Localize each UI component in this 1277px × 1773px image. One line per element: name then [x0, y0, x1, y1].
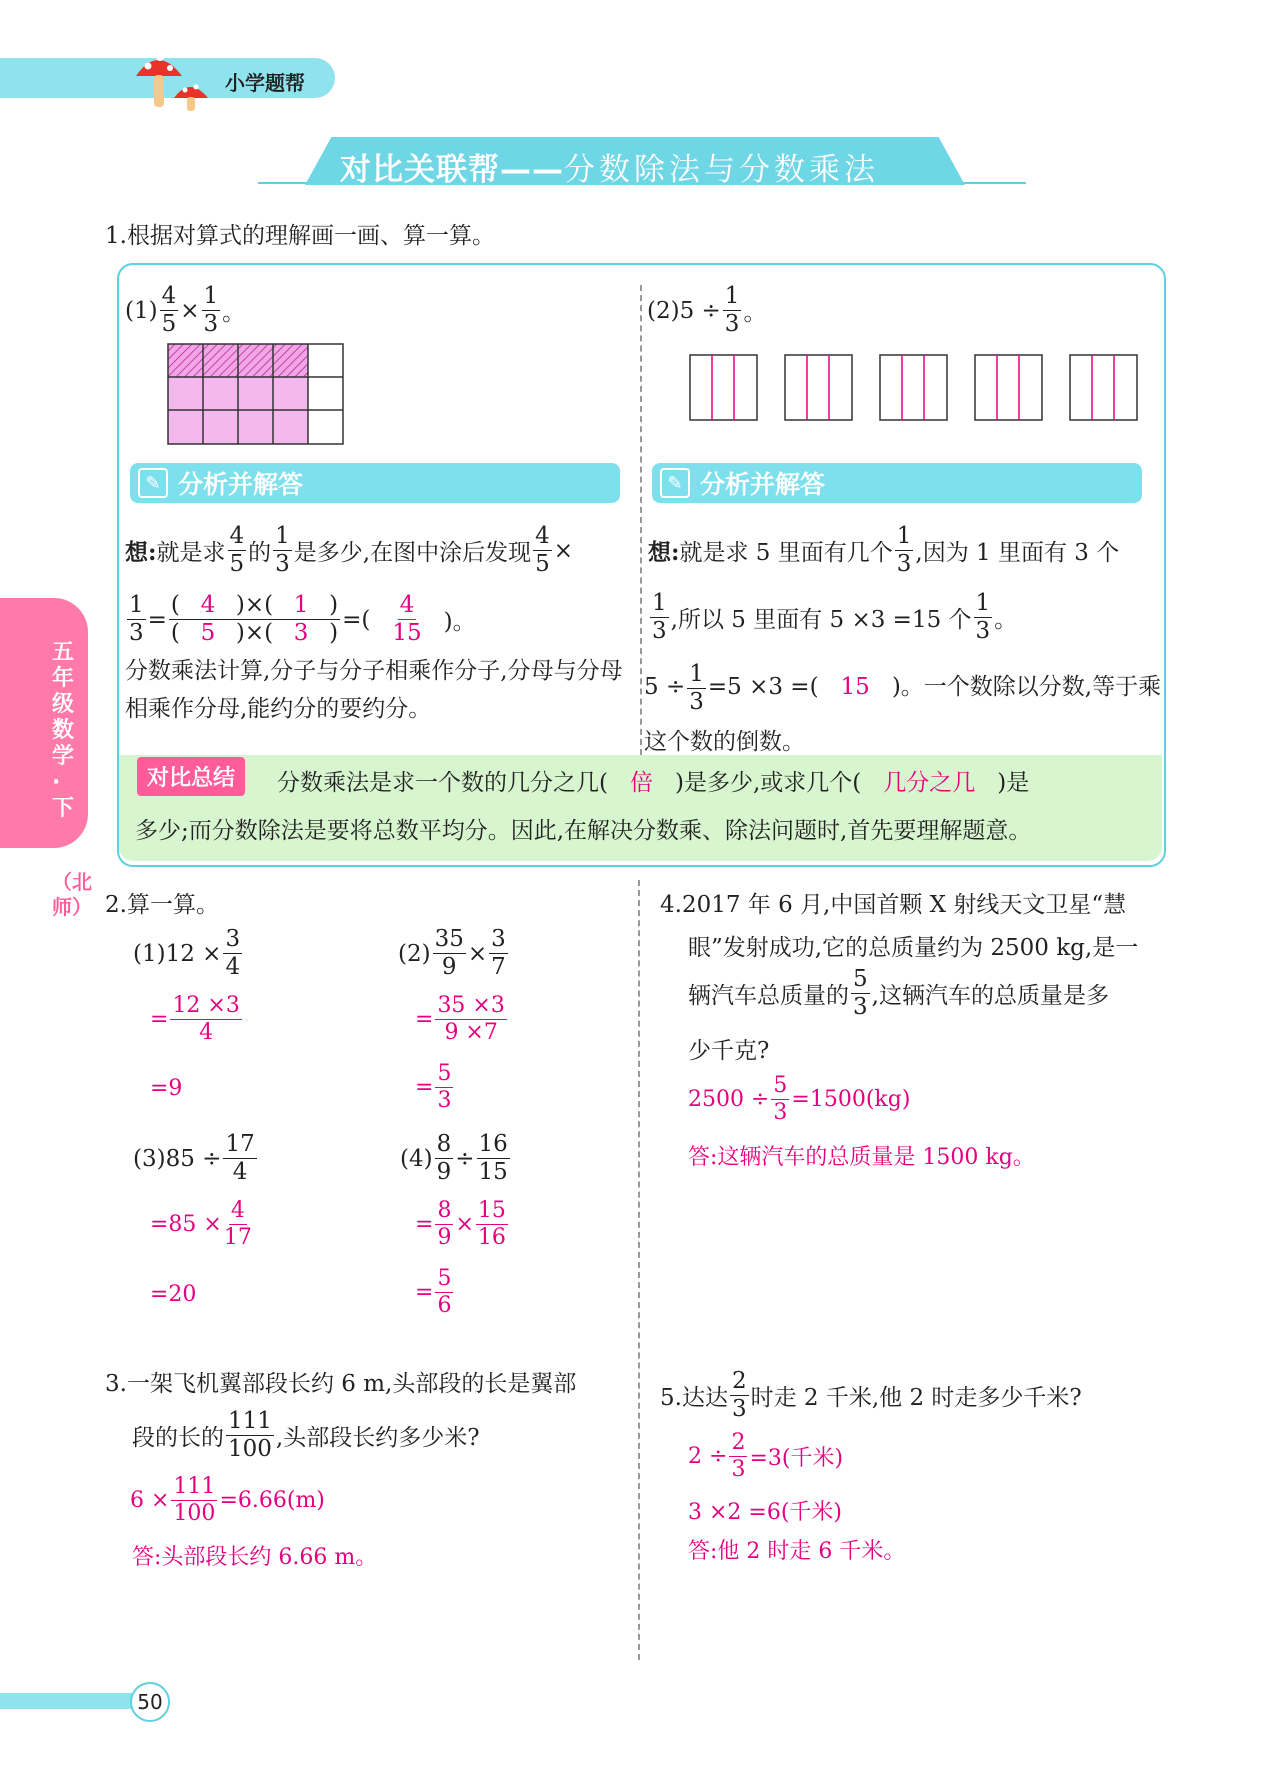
q1-divider: [640, 285, 642, 755]
pencil-icon: ✎: [138, 468, 168, 498]
q2-p1: (1)12 × $\frac{3}{4}$: [133, 926, 241, 980]
mushroom-icon: [130, 42, 220, 114]
q3-text2: 段的长的 $\frac{111}{100}$ ,头部段长约多少米?: [132, 1408, 480, 1462]
title-text: [340, 144, 879, 189]
q2-a2-result: = $\frac{5}{3}$: [415, 1061, 452, 1113]
q2-a1: = $\frac{12 \times 3}{4}$: [150, 993, 240, 1045]
pencil-icon: ✎: [660, 468, 690, 498]
analysis-bar-left: [130, 463, 620, 503]
q1-part2-label: (2)5 ÷: [647, 297, 721, 324]
q5-solution2: 3 ×2 =6(千米): [688, 1500, 843, 1525]
side-grade: 五年级数学·下: [52, 640, 75, 821]
q1-part2-expr: (2)5 ÷ $\frac{1}{3}$ 。: [647, 283, 767, 337]
q3-solution: 6 × $\frac{111}{100}$ =6.66(m): [130, 1474, 325, 1526]
grid-diagram: [167, 343, 347, 445]
q4-line1: 4.2017 年 6 月,中国首颗 X 射线天文卫星“慧: [660, 892, 1127, 918]
right-think-line2: $\frac{1}{3}$ ,所以 5 里面有 5 ×3 =15 个 $\frac{1}{3}$ 。: [652, 590, 1018, 644]
brand-text: 小学题帮: [225, 71, 305, 95]
left-think-line1: 想: 就是求 $\frac{4}{5}$ 的 $\frac{1}{3}$ 是多少,在图中涂后发现 $\frac{4}{5}$ ×: [125, 523, 574, 577]
analysis-bar-right: [652, 463, 1142, 503]
q1-prompt: 1.根据对算式的理解画一画、算一算。: [105, 223, 495, 249]
summary-line2: 多少;而分数除法是要将总数平均分。因此,在解决分数乘、除法问题时,首先要理解题意。: [135, 818, 1032, 844]
q3-text1: 3.一架飞机翼部段长约 6 m,头部段的长是翼部: [105, 1371, 577, 1397]
q2-a3: =85 × $\frac{4}{17}$: [150, 1198, 252, 1250]
q3-answer: 答:头部段长约 6.66 m。: [132, 1545, 378, 1570]
q2-p2: (2) $\frac{35}{9}$ × $\frac{3}{7}$: [398, 926, 506, 980]
q2-a2: = $\frac{35 \times 3}{9 \times 7}$: [415, 993, 505, 1045]
footer-band: [0, 1693, 150, 1709]
q5-answer: 答:他 2 时走 6 千米。: [688, 1539, 906, 1564]
q2-prompt: 2.算一算。: [105, 892, 219, 918]
q2-a4-result: = $\frac{5}{6}$: [415, 1266, 452, 1318]
q4-line3: 辆汽车总质量的 $\frac{5}{3}$ ,这辆汽车的总质量是多: [688, 966, 1109, 1020]
title-sub: 分数除法与分数乘法: [564, 152, 879, 188]
q5-solution1: 2 ÷ $\frac{2}{3}$ =3(千米): [688, 1430, 844, 1482]
title-main: 对比关联帮——: [340, 152, 564, 188]
right-think-line1: 想: 就是求 5 里面有几个 $\frac{1}{3}$ ,因为 1 里面有 3 个: [648, 523, 1120, 577]
five-boxes-diagram: [688, 353, 1143, 423]
q2-a4: = $\frac{8}{9}$ × $\frac{15}{16}$: [415, 1198, 506, 1250]
q1-part1-expr: (1) $\frac{4}{5}$ × $\frac{1}{3}$ 。: [125, 283, 246, 337]
q4-solution: 2500 ÷ $\frac{5}{3}$ =1500(kg): [688, 1073, 911, 1125]
left-think-line2: $\frac{1}{3}$ = ( 4 )×( 1 ) ( 5 )×( 3 ) =( $\frac{4}{15}$ )。: [129, 592, 476, 646]
q2-a1-result: =9: [150, 1076, 183, 1101]
q2-p4: (4) $\frac{8}{9}$ ÷ $\frac{16}{15}$: [400, 1131, 508, 1185]
right-think-line3: 5 ÷ $\frac{1}{3}$ =5 ×3 =( 15 )。一个数除以分数,等于乘这个数的倒数。: [644, 660, 1162, 755]
analysis-label-left: 分析并解答: [178, 470, 304, 499]
page-number: 50: [130, 1682, 170, 1722]
q4-answer: 答:这辆汽车的总质量是 1500 kg。: [688, 1145, 1035, 1170]
q4-line2: 眼”发射成功,它的总质量约为 2500 kg,是一: [688, 935, 1139, 961]
side-edition: （北师）: [52, 870, 92, 919]
summary-line1: 分数乘法是求一个数的几分之几( 倍 )是多少,或求几个( 几分之几 )是: [277, 770, 1030, 796]
left-rule: 分数乘法计算,分子与分子相乘作分子,分母与分母相乘作分母,能约分的要约分。: [125, 658, 623, 722]
column-divider: [638, 880, 640, 1660]
q4-line4: 少千克?: [688, 1038, 770, 1064]
summary-tag: 对比总结: [137, 757, 245, 796]
analysis-label-right: 分析并解答: [700, 470, 826, 499]
q2-p3: (3)85 ÷ $\frac{17}{4}$: [133, 1131, 255, 1185]
q1-part1-label: (1): [125, 297, 158, 324]
q5-text: 5.达达 $\frac{2}{3}$ 时走 2 千米,他 2 时走多少千米?: [660, 1368, 1082, 1422]
q2-a3-result: =20: [150, 1282, 197, 1307]
